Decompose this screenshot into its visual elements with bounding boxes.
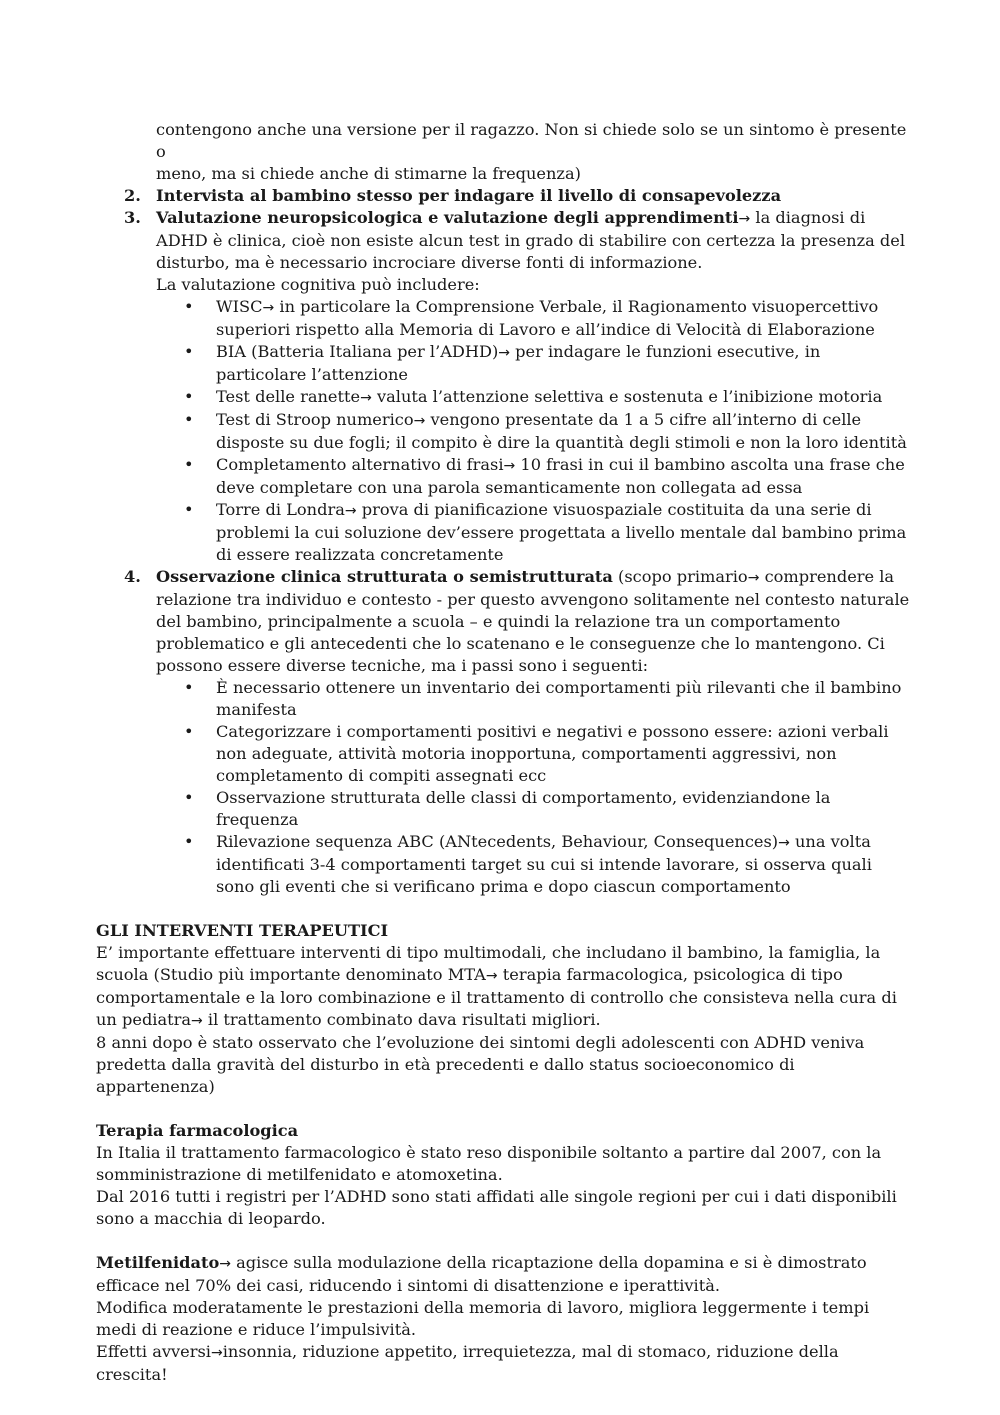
paragraph-line: contengono anche una versione per il ragazzo. Non si chiede solo se un sintomo è presente o [156,120,907,161]
observation-steps-list [96,677,911,898]
subsection-heading: Terapia farmacologica [96,1121,299,1140]
bullet-icon: • [184,500,194,519]
bullet-item: • Test di Stroop numerico→ vengono presentate da 1 a 5 cifre all’interno di celle disposte su due fogli; il compito è dire la quantità degli stimoli e non la loro identità [184,410,907,452]
list-number: 2. [124,186,141,205]
arrow-icon: → [210,1345,223,1361]
paragraph: Effetti avversi→insonnia, riduzione appetito, irrequietezza, mal di stomaco, riduzione della crescita! [96,1342,839,1384]
arrow-icon: → [747,570,760,586]
paragraph: E’ importante effettuare interventi di tipo multimodali, che includano il bambino, la famiglia, la scuola (Studio più importante denominato MTA→ terapia farmacologica, psicologica di tipo comportamentale e la loro combinazione e il trattamento di controllo che consisteva nella cura di un pediatra→ il trattamento combinato dava risultati migliori. [96,943,897,1029]
bullet-icon: • [184,387,194,406]
bullet-icon: • [184,678,194,697]
list-item-title: Valutazione neuropsicologica e valutazione degli apprendimenti [156,208,739,227]
list-number: 4. [124,567,141,586]
bullet-icon: • [184,297,194,316]
section-heading: GLI INTERVENTI TERAPEUTICI [96,921,389,940]
arrow-icon: → [413,413,426,429]
bullet-icon: • [184,410,194,429]
list-item-3 [96,207,911,296]
list-item-title: Osservazione clinica strutturata o semistrutturata [156,567,613,586]
list-item-text: comprendere la relazione tra individuo e contesto - per questo avvengono solitamente nel contesto naturale del bambino, principalmente a scuola – e quindi la relazione tra un comportamento problematico e gli antecedenti che lo scatenano e le conseguenze che lo mantengono. Ci possono essere diverse tecniche, ma i passi sono i seguenti: [156,567,910,675]
bullet-icon: • [184,455,194,474]
arrow-icon: → [778,835,790,851]
cognitive-tests-list [96,296,911,566]
bullet-item: • Osservazione strutturata delle classi di comportamento, evidenziandone la frequenza [184,788,831,829]
bullet-item: • BIA (Batteria Italiana per l’ADHD)→ per indagare le funzioni esecutive, in particolare l’attenzione [184,342,821,384]
bullet-item: • Torre di Londra→ prova di pianificazione visuospaziale costituita da una serie di problemi la cui soluzione dev’essere progettata a livello mentale dal bambino prima di essere realizzata concretamente [184,500,907,564]
arrow-icon: → [485,968,498,984]
list-item-title: Intervista al bambino stesso per indagare il livello di consapevolezza [156,186,782,205]
arrow-icon: → [344,503,357,519]
arrow-icon: → [191,1013,203,1029]
arrow-icon: → [219,1256,231,1272]
paragraph: In Italia il trattamento farmacologico è stato reso disponibile soltanto a partire dal 2007, con la somministrazione di metilfenidato e atomoxetina. [96,1143,882,1184]
list-number: 3. [124,208,141,227]
continued-paragraph [96,119,911,185]
bullet-item: • Completamento alternativo di frasi→ 10 frasi in cui il bambino ascolta una frase che deve completare con una parola semanticamente non collegata ad essa [184,455,905,497]
paragraph: Metilfenidato→ agisce sulla modulazione della ricaptazione della dopamina e si è dimostrato efficace nel 70% dei casi, riducendo i sintomi di disattenzione e iperattività. [96,1253,867,1295]
paragraph: 8 anni dopo è stato osservato che l’evoluzione dei sintomi degli adolescenti con ADHD veniva predetta dalla gravità del disturbo in età precedenti e dallo status socioeconomico di appartenenza) [96,1033,865,1096]
arrow-icon: → [498,345,511,361]
arrow-icon: → [360,390,372,406]
bullet-item: • Categorizzare i comportamenti positivi e negativi e possono essere: azioni verbali non adeguate, attività motoria inopportuna, comportamenti aggressivi, non completamento di compiti assegnati ecc [184,722,889,785]
bullet-item: • WISC→ in particolare la Comprensione Verbale, il Ragionamento visuopercettivo superiori rispetto alla Memoria di Lavoro e all’indice di Velocità di Elaborazione [184,297,879,339]
list-item-text: la diagnosi di ADHD è clinica, cioè non esiste alcun test in grado di stabilire con certezza la presenza del disturbo, ma è necessario incrociare diverse fonti di informazione. [156,208,906,272]
arrow-icon: → [738,211,751,227]
list-item-2 [96,185,911,207]
bullet-icon: • [184,832,194,851]
term-heading: Metilfenidato [96,1253,220,1272]
bullet-icon: • [184,342,194,361]
paragraph: Modifica moderatamente le prestazioni della memoria di lavoro, migliora leggermente i tempi medi di reazione e riduce l’impulsività. [96,1298,870,1339]
list-item-4: 4. Osservazione clinica strutturata o semistrutturata (scopo primario→ comprendere la relazione tra individuo e contesto - per questo avvengono solitamente nel contesto naturale del bambino, principalmente a scuola – e quindi la relazione tra un comportamento problematico e gli antecedenti che lo scatenano e le conseguenze che lo mantengono. Ci possono essere diverse tecniche, ma i passi sono i seguenti: [124,567,910,675]
bullet-item: • Rilevazione sequenza ABC (ANtecedents, Behaviour, Consequences)→ una volta identificati 3-4 comportamenti target su cui si intende lavorare, si osserva quali sono gli eventi che si verificano prima e dopo ciascun comportamento [184,832,872,896]
document-page [96,119,911,1386]
arrow-icon: → [262,300,275,316]
bullet-icon: • [184,722,194,741]
list-item-intro: La valutazione cognitiva può includere: [156,275,480,294]
bullet-item: • Test delle ranette→ valuta l’attenzione selettiva e sostenuta e l’inibizione motoria [184,387,883,406]
paragraph: Dal 2016 tutti i registri per l’ADHD sono stati affidati alle singole regioni per cui i dati disponibili sono a macchia di leopardo. [96,1187,897,1228]
arrow-icon: → [503,458,516,474]
bullet-item: • È necessario ottenere un inventario dei comportamenti più rilevanti che il bambino manifesta [184,678,902,719]
paragraph-line: meno, ma si chiede anche di stimarne la frequenza) [156,164,581,183]
bullet-icon: • [184,788,194,807]
